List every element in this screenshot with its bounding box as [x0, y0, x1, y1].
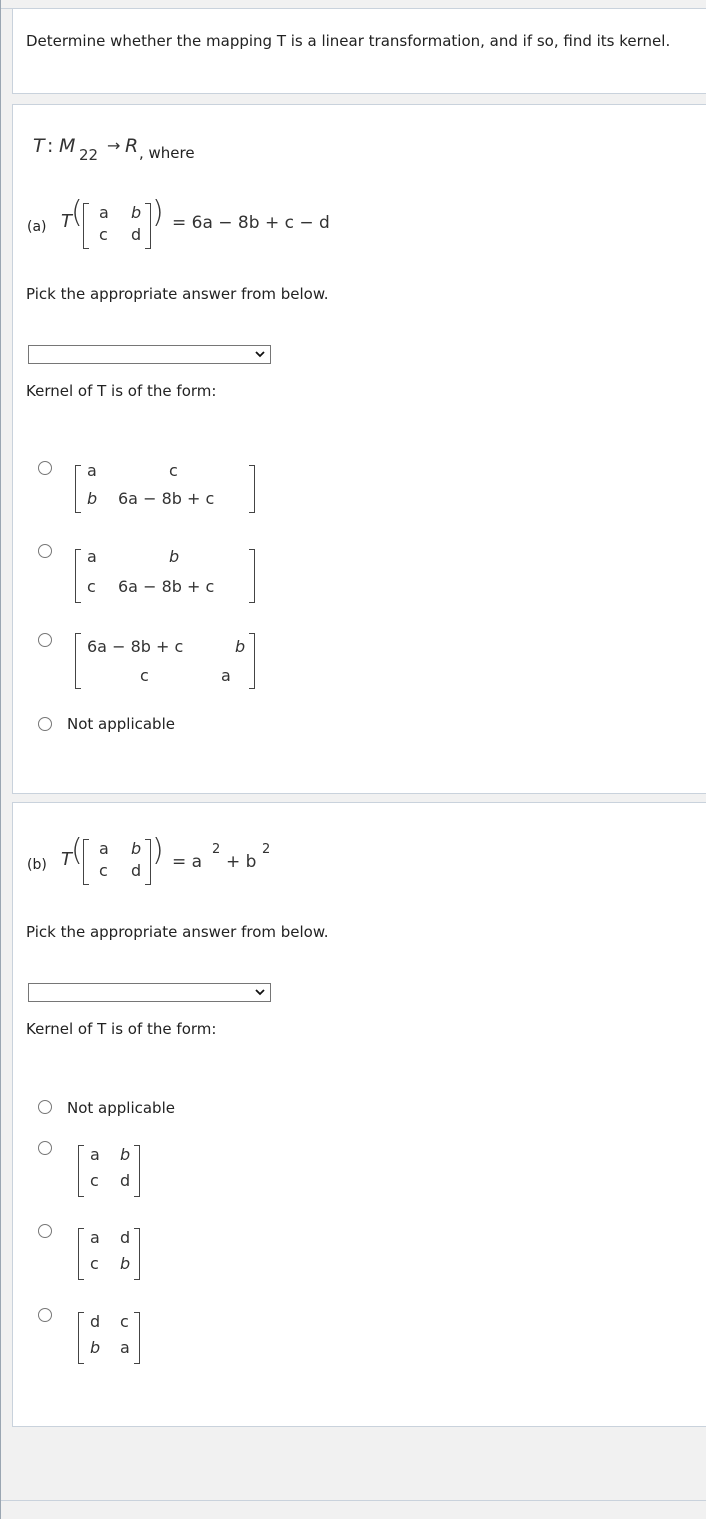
part-a-rparen: ) — [152, 195, 164, 230]
part-b-panel — [12, 802, 706, 1427]
part-b-rhs-b: + b — [226, 852, 257, 872]
part-b-m11: a — [99, 839, 109, 858]
bracket-right — [249, 633, 255, 689]
bracket-right — [134, 1228, 140, 1280]
cell-21: c — [87, 577, 96, 596]
part-a-m22: d — [131, 225, 142, 244]
part-b-lparen: ( — [71, 833, 83, 868]
part-b-kernel-text: Kernel of T is of the form: — [26, 1020, 217, 1038]
part-a-option-4-text: Not applicable — [67, 715, 175, 733]
cell-21: b — [87, 489, 98, 508]
cell-22: d — [120, 1171, 131, 1190]
cell-22: a — [120, 1338, 130, 1357]
cell-11: a — [90, 1145, 100, 1164]
part-a-option-3-radio[interactable] — [38, 633, 52, 647]
mapping-colon: : — [47, 135, 54, 157]
part-a-option-1-radio[interactable] — [38, 461, 52, 475]
instructions-panel — [12, 8, 706, 94]
bracket-left — [78, 1312, 84, 1364]
cell-11: a — [87, 547, 97, 566]
part-a-rbracket — [145, 203, 151, 249]
cell-11: a — [87, 461, 97, 480]
part-b-pick-text: Pick the appropriate answer from below. — [26, 923, 329, 941]
cell-12: b — [120, 1145, 131, 1164]
mapping-T: T — [33, 135, 45, 157]
bracket-right — [249, 549, 255, 603]
part-b-option-4-matrix — [78, 1310, 158, 1366]
mapping-space: M — [59, 135, 76, 157]
chevron-down-icon — [254, 348, 266, 360]
part-b-label: (b) — [27, 857, 47, 873]
cell-11: 6a − 8b + c — [87, 637, 184, 656]
part-b-option-1-radio[interactable] — [38, 1100, 52, 1114]
chevron-down-icon — [254, 986, 266, 998]
cell-21: b — [90, 1338, 101, 1357]
part-b-option-3-radio[interactable] — [38, 1224, 52, 1238]
bracket-right — [134, 1145, 140, 1197]
bottom-divider — [0, 1500, 706, 1501]
left-edge-line — [0, 0, 1, 1519]
part-b-m21: c — [99, 861, 108, 880]
part-b-equation — [27, 829, 327, 889]
bracket-left — [75, 549, 81, 603]
part-a-panel — [12, 104, 706, 794]
part-a-lparen: ( — [71, 195, 83, 230]
bracket-left — [75, 633, 81, 689]
part-a-option-2-matrix — [75, 545, 275, 605]
bracket-right — [249, 465, 255, 513]
part-b-option-3-matrix — [78, 1226, 158, 1282]
cell-12: c — [120, 1312, 129, 1331]
part-a-rhs: = 6a − 8b + c − d — [172, 213, 330, 233]
cell-11: d — [90, 1312, 101, 1331]
part-b-option-4-radio[interactable] — [38, 1308, 52, 1322]
part-a-lbracket — [83, 203, 89, 249]
mapping-target: R — [125, 135, 139, 157]
part-a-T: T — [61, 211, 72, 232]
bracket-left — [78, 1145, 84, 1197]
part-b-option-1-text: Not applicable — [67, 1099, 175, 1117]
part-a-option-2-radio[interactable] — [38, 544, 52, 558]
mapping-where: , where — [139, 144, 195, 162]
cell-22: 6a − 8b + c — [118, 577, 215, 596]
part-a-m12: b — [131, 203, 142, 222]
part-a-label: (a) — [27, 219, 47, 235]
cell-21: c — [90, 1171, 99, 1190]
part-b-rhs-exp2: 2 — [262, 842, 271, 857]
cell-12: b — [169, 547, 180, 566]
cell-22: a — [221, 666, 231, 685]
part-b-T: T — [61, 849, 72, 870]
cell-11: a — [90, 1228, 100, 1247]
part-a-kernel-text: Kernel of T is of the form: — [26, 382, 217, 400]
cell-22: b — [120, 1254, 131, 1273]
mapping-sub: 22 — [79, 146, 99, 164]
cell-22: 6a − 8b + c — [118, 489, 215, 508]
cell-12: b — [235, 637, 246, 656]
part-b-rhs-exp1: 2 — [212, 842, 221, 857]
cell-12: c — [169, 461, 178, 480]
part-b-option-2-radio[interactable] — [38, 1141, 52, 1155]
cell-12: d — [120, 1228, 131, 1247]
part-b-m12: b — [131, 839, 142, 858]
part-b-answer-select[interactable] — [28, 983, 271, 1002]
part-b-rhs-a: = a — [172, 852, 203, 872]
part-a-option-1-matrix — [75, 459, 275, 519]
part-a-equation — [27, 197, 387, 257]
instructions-text: Determine whether the mapping T is a linear transformation, and if so, find its kernel. — [26, 32, 671, 50]
part-a-m11: a — [99, 203, 109, 222]
part-b-m22: d — [131, 861, 142, 880]
part-a-pick-text: Pick the appropriate answer from below. — [26, 285, 329, 303]
bracket-left — [78, 1228, 84, 1280]
bracket-right — [134, 1312, 140, 1364]
cell-21: c — [90, 1254, 99, 1273]
part-a-m21: c — [99, 225, 108, 244]
part-b-rbracket — [145, 839, 151, 885]
part-b-lbracket — [83, 839, 89, 885]
bracket-left — [75, 465, 81, 513]
part-b-option-2-matrix — [78, 1143, 158, 1199]
mapping-arrow: → — [107, 136, 121, 155]
part-a-answer-select[interactable] — [28, 345, 271, 364]
cell-21: c — [140, 666, 149, 685]
part-a-option-4-radio[interactable] — [38, 717, 52, 731]
part-a-option-3-matrix — [75, 633, 275, 693]
part-b-rparen: ) — [152, 833, 164, 868]
